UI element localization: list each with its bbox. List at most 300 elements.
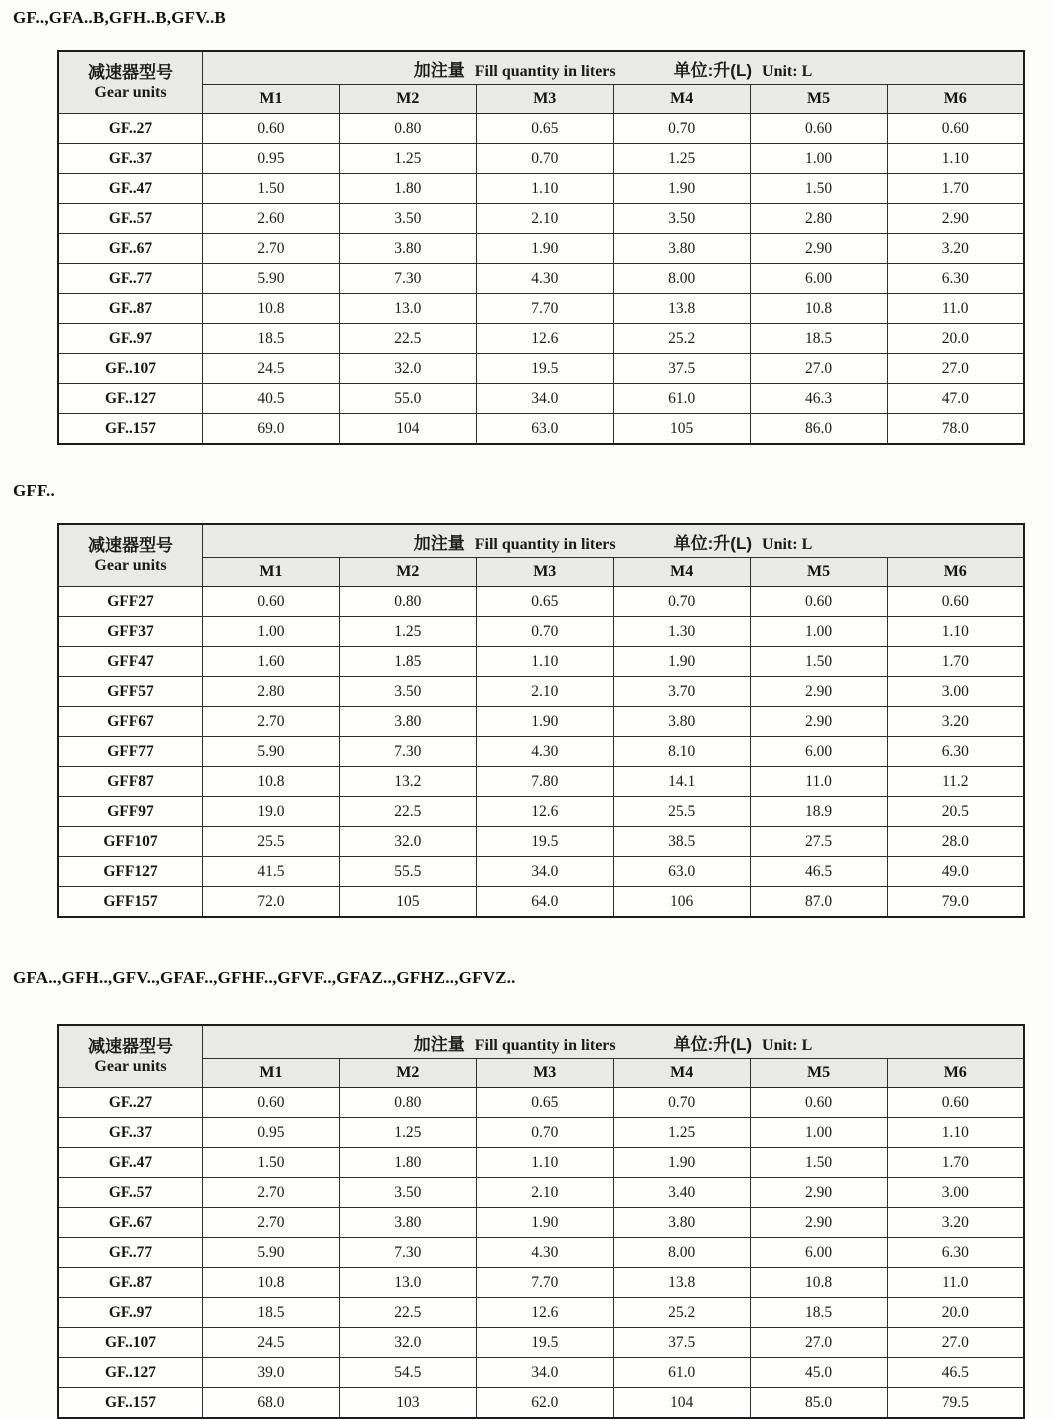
fill-value-cell: 25.2 <box>613 1298 750 1328</box>
table-row <box>58 1388 1024 1419</box>
fill-value-cell: 3.80 <box>613 234 750 264</box>
fill-quantity-label-cn: 加注量 <box>413 533 465 553</box>
fill-quantity-label-cn: 加注量 <box>413 60 465 80</box>
fill-value-cell: 2.90 <box>750 1178 887 1208</box>
fill-value-cell: 10.8 <box>750 294 887 324</box>
fill-value-cell: 0.70 <box>613 114 750 144</box>
column-header-m4: M4 <box>613 85 750 114</box>
fill-value-cell: 3.20 <box>887 707 1024 737</box>
fill-value-cell: 20.0 <box>887 324 1024 354</box>
gear-unit-label: GF..87 <box>58 1268 203 1298</box>
fill-value-cell: 0.65 <box>476 587 613 617</box>
fill-value-cell: 3.80 <box>613 707 750 737</box>
fill-value-cell: 32.0 <box>339 827 476 857</box>
fill-value-cell: 6.30 <box>887 737 1024 767</box>
fill-quantity-header-cell <box>203 1025 1025 1059</box>
fill-value-cell: 1.70 <box>887 174 1024 204</box>
fill-value-cell: 7.80 <box>476 767 613 797</box>
gear-unit-label: GFF57 <box>58 677 203 707</box>
fill-value-cell: 47.0 <box>887 384 1024 414</box>
gear-unit-label: GF..67 <box>58 234 203 264</box>
gear-unit-label: GFF67 <box>58 707 203 737</box>
fill-value-cell: 4.30 <box>476 737 613 767</box>
fill-value-cell: 1.90 <box>476 234 613 264</box>
gear-unit-label: GFF107 <box>58 827 203 857</box>
fill-value-cell: 0.60 <box>203 1088 340 1118</box>
fill-value-cell: 24.5 <box>203 1328 340 1358</box>
gear-unit-label: GF..97 <box>58 324 203 354</box>
column-header-m4: M4 <box>613 1059 750 1088</box>
gear-unit-label: GF..67 <box>58 1208 203 1238</box>
fill-value-cell: 55.5 <box>339 857 476 887</box>
fill-value-cell: 4.30 <box>476 1238 613 1268</box>
fill-value-cell: 1.25 <box>613 1118 750 1148</box>
table-row <box>58 294 1024 324</box>
fill-value-cell: 13.0 <box>339 294 476 324</box>
fill-value-cell: 6.00 <box>750 264 887 294</box>
gear-unit-label: GFF87 <box>58 767 203 797</box>
table-header <box>58 51 1024 114</box>
gear-unit-label: GF..57 <box>58 204 203 234</box>
table-body <box>58 587 1024 918</box>
fill-value-cell: 0.95 <box>203 144 340 174</box>
fill-value-cell: 3.00 <box>887 1178 1024 1208</box>
gear-table-section <box>0 445 1054 918</box>
gear-unit-label: GFF27 <box>58 587 203 617</box>
fill-quantity-header-text <box>203 1030 1023 1055</box>
fill-quantity-header-text <box>203 56 1023 81</box>
fill-value-cell: 1.60 <box>203 647 340 677</box>
gear-unit-label: GFF157 <box>58 887 203 918</box>
fill-value-cell: 2.10 <box>476 204 613 234</box>
fill-value-cell: 79.5 <box>887 1388 1024 1419</box>
unit-label-en: Unit: L <box>762 535 813 553</box>
unit-label-en: Unit: L <box>762 62 813 80</box>
fill-value-cell: 1.80 <box>339 174 476 204</box>
column-header-m1: M1 <box>203 1059 340 1088</box>
fill-value-cell: 1.25 <box>339 617 476 647</box>
fill-value-cell: 2.90 <box>887 204 1024 234</box>
fill-quantity-label-en: Fill quantity in liters <box>474 1036 616 1054</box>
gear-unit-label: GF..107 <box>58 1328 203 1358</box>
fill-value-cell: 8.00 <box>613 1238 750 1268</box>
fill-value-cell: 37.5 <box>613 1328 750 1358</box>
gear-unit-label: GF..37 <box>58 144 203 174</box>
fill-value-cell: 7.70 <box>476 294 613 324</box>
table-row <box>58 1178 1024 1208</box>
fill-value-cell: 2.10 <box>476 1178 613 1208</box>
column-header-m6: M6 <box>887 1059 1024 1088</box>
table-body <box>58 114 1024 445</box>
table-row <box>58 414 1024 445</box>
fill-value-cell: 105 <box>339 887 476 918</box>
fill-value-cell: 0.60 <box>750 114 887 144</box>
fill-value-cell: 0.60 <box>750 1088 887 1118</box>
fill-value-cell: 3.70 <box>613 677 750 707</box>
fill-value-cell: 13.8 <box>613 1268 750 1298</box>
header-row-top <box>58 51 1024 85</box>
gear-unit-label: GF..157 <box>58 1388 203 1419</box>
fill-value-cell: 1.10 <box>476 1148 613 1178</box>
fill-value-cell: 0.95 <box>203 1118 340 1148</box>
fill-value-cell: 25.2 <box>613 324 750 354</box>
fill-value-cell: 0.70 <box>613 1088 750 1118</box>
fill-value-cell: 2.10 <box>476 677 613 707</box>
fill-value-cell: 25.5 <box>203 827 340 857</box>
fill-value-cell: 55.0 <box>339 384 476 414</box>
fill-value-cell: 18.5 <box>750 1298 887 1328</box>
fill-value-cell: 1.00 <box>750 617 887 647</box>
fill-value-cell: 0.70 <box>476 144 613 174</box>
table-row <box>58 857 1024 887</box>
fill-value-cell: 61.0 <box>613 1358 750 1388</box>
table-row <box>58 1268 1024 1298</box>
gear-unit-label: GFF37 <box>58 617 203 647</box>
fill-value-cell: 0.60 <box>203 587 340 617</box>
fill-value-cell: 2.90 <box>750 677 887 707</box>
fill-value-cell: 18.9 <box>750 797 887 827</box>
fill-value-cell: 39.0 <box>203 1358 340 1388</box>
fill-value-cell: 27.0 <box>750 1328 887 1358</box>
gear-unit-label: GFF77 <box>58 737 203 767</box>
fill-value-cell: 27.5 <box>750 827 887 857</box>
fill-value-cell: 22.5 <box>339 1298 476 1328</box>
fill-value-cell: 0.60 <box>203 114 340 144</box>
fill-value-cell: 1.10 <box>476 174 613 204</box>
fill-value-cell: 1.10 <box>476 647 613 677</box>
fill-value-cell: 1.50 <box>750 1148 887 1178</box>
fill-value-cell: 0.70 <box>476 617 613 647</box>
fill-value-cell: 1.10 <box>887 1118 1024 1148</box>
fill-value-cell: 2.90 <box>750 234 887 264</box>
unit-label-cn: 单位:升(L) <box>673 1034 753 1054</box>
fill-value-cell: 18.5 <box>203 324 340 354</box>
fill-value-cell: 11.0 <box>887 1268 1024 1298</box>
fill-value-cell: 103 <box>339 1388 476 1419</box>
fill-value-cell: 8.00 <box>613 264 750 294</box>
gear-units-label-cn: 减速器型号 <box>88 1036 173 1056</box>
fill-value-cell: 1.00 <box>750 144 887 174</box>
fill-value-cell: 34.0 <box>476 1358 613 1388</box>
gear-unit-label: GFF47 <box>58 647 203 677</box>
fill-value-cell: 2.90 <box>750 707 887 737</box>
table-row <box>58 174 1024 204</box>
gear-units-label-cn: 减速器型号 <box>88 535 173 555</box>
fill-value-cell: 1.85 <box>339 647 476 677</box>
fill-value-cell: 54.5 <box>339 1358 476 1388</box>
fill-value-cell: 12.6 <box>476 324 613 354</box>
fill-value-cell: 0.80 <box>339 1088 476 1118</box>
fill-value-cell: 105 <box>613 414 750 445</box>
fill-value-cell: 1.50 <box>203 1148 340 1178</box>
fill-value-cell: 62.0 <box>476 1388 613 1419</box>
column-header-m5: M5 <box>750 558 887 587</box>
fill-value-cell: 0.70 <box>613 587 750 617</box>
fill-value-cell: 27.0 <box>887 354 1024 384</box>
fill-value-cell: 41.5 <box>203 857 340 887</box>
fill-value-cell: 46.5 <box>750 857 887 887</box>
fill-value-cell: 1.50 <box>750 174 887 204</box>
fill-value-cell: 0.60 <box>750 587 887 617</box>
fill-value-cell: 3.40 <box>613 1178 750 1208</box>
fill-value-cell: 1.90 <box>613 1148 750 1178</box>
fill-value-cell: 45.0 <box>750 1358 887 1388</box>
fill-value-cell: 1.25 <box>339 1118 476 1148</box>
header-row-top <box>58 524 1024 558</box>
column-header-m3: M3 <box>476 1059 613 1088</box>
fill-value-cell: 2.60 <box>203 204 340 234</box>
fill-value-cell: 1.90 <box>613 174 750 204</box>
fill-value-cell: 32.0 <box>339 1328 476 1358</box>
table-row <box>58 737 1024 767</box>
fill-value-cell: 34.0 <box>476 857 613 887</box>
fill-value-cell: 7.30 <box>339 737 476 767</box>
fill-value-cell: 3.80 <box>613 1208 750 1238</box>
fill-value-cell: 3.50 <box>613 204 750 234</box>
fill-value-cell: 3.80 <box>339 234 476 264</box>
fill-value-cell: 0.65 <box>476 1088 613 1118</box>
header-row-top <box>58 1025 1024 1059</box>
fill-quantity-table <box>57 523 1025 918</box>
fill-value-cell: 20.5 <box>887 797 1024 827</box>
fill-value-cell: 3.50 <box>339 204 476 234</box>
fill-value-cell: 6.30 <box>887 1238 1024 1268</box>
gear-units-label-en: Gear units <box>94 1058 167 1076</box>
fill-value-cell: 3.20 <box>887 1208 1024 1238</box>
fill-value-cell: 0.65 <box>476 114 613 144</box>
fill-value-cell: 38.5 <box>613 827 750 857</box>
fill-value-cell: 1.70 <box>887 647 1024 677</box>
fill-quantity-header-cell <box>203 524 1025 558</box>
table-row <box>58 707 1024 737</box>
fill-value-cell: 0.70 <box>476 1118 613 1148</box>
fill-value-cell: 12.6 <box>476 797 613 827</box>
section-heading: GF..,GFA..B,GFH..B,GFV..B <box>13 8 226 27</box>
table-row <box>58 204 1024 234</box>
header-row-columns <box>58 85 1024 114</box>
fill-value-cell: 2.70 <box>203 707 340 737</box>
fill-quantity-table <box>57 1024 1025 1419</box>
table-row <box>58 324 1024 354</box>
table-row <box>58 114 1024 144</box>
fill-value-cell: 46.3 <box>750 384 887 414</box>
table-row <box>58 887 1024 918</box>
column-header-m5: M5 <box>750 85 887 114</box>
fill-value-cell: 5.90 <box>203 264 340 294</box>
fill-value-cell: 104 <box>339 414 476 445</box>
fill-value-cell: 6.30 <box>887 264 1024 294</box>
gear-unit-label: GFF97 <box>58 797 203 827</box>
table-row <box>58 1088 1024 1118</box>
gear-unit-label: GF..87 <box>58 294 203 324</box>
fill-value-cell: 2.80 <box>203 677 340 707</box>
gear-unit-label: GF..107 <box>58 354 203 384</box>
table-row <box>58 264 1024 294</box>
table-row <box>58 767 1024 797</box>
table-row <box>58 1358 1024 1388</box>
fill-quantity-label-en: Fill quantity in liters <box>474 535 616 553</box>
fill-quantity-label-cn: 加注量 <box>413 1034 465 1054</box>
column-header-m3: M3 <box>476 558 613 587</box>
table-row <box>58 1298 1024 1328</box>
fill-value-cell: 69.0 <box>203 414 340 445</box>
fill-value-cell: 7.70 <box>476 1268 613 1298</box>
fill-value-cell: 10.8 <box>750 1268 887 1298</box>
fill-value-cell: 22.5 <box>339 797 476 827</box>
table-row <box>58 384 1024 414</box>
gear-unit-label: GF..97 <box>58 1298 203 1328</box>
section-heading: GFA..,GFH..,GFV..,GFAF..,GFHF..,GFVF..,GFAZ..,GFHZ..,GFVZ.. <box>13 968 516 987</box>
gear-table-section <box>0 0 1054 445</box>
fill-value-cell: 1.80 <box>339 1148 476 1178</box>
gear-unit-label: GF..77 <box>58 264 203 294</box>
gear-units-label-en: Gear units <box>94 557 167 575</box>
table-row <box>58 144 1024 174</box>
unit-label-en: Unit: L <box>762 1036 813 1054</box>
fill-value-cell: 3.50 <box>339 1178 476 1208</box>
gear-unit-label: GF..157 <box>58 414 203 445</box>
column-header-m1: M1 <box>203 85 340 114</box>
fill-quantity-header-text <box>203 529 1023 554</box>
table-header <box>58 1025 1024 1088</box>
fill-value-cell: 3.50 <box>339 677 476 707</box>
fill-value-cell: 3.20 <box>887 234 1024 264</box>
table-row <box>58 354 1024 384</box>
fill-value-cell: 72.0 <box>203 887 340 918</box>
fill-value-cell: 34.0 <box>476 384 613 414</box>
fill-value-cell: 63.0 <box>476 414 613 445</box>
table-row <box>58 1148 1024 1178</box>
fill-value-cell: 5.90 <box>203 737 340 767</box>
fill-value-cell: 37.5 <box>613 354 750 384</box>
table-row <box>58 234 1024 264</box>
fill-value-cell: 1.30 <box>613 617 750 647</box>
fill-value-cell: 24.5 <box>203 354 340 384</box>
fill-value-cell: 11.2 <box>887 767 1024 797</box>
fill-value-cell: 22.5 <box>339 324 476 354</box>
fill-value-cell: 10.8 <box>203 767 340 797</box>
fill-value-cell: 40.5 <box>203 384 340 414</box>
fill-value-cell: 10.8 <box>203 1268 340 1298</box>
fill-value-cell: 78.0 <box>887 414 1024 445</box>
fill-value-cell: 87.0 <box>750 887 887 918</box>
fill-value-cell: 18.5 <box>750 324 887 354</box>
fill-value-cell: 5.90 <box>203 1238 340 1268</box>
gear-unit-label: GF..127 <box>58 384 203 414</box>
fill-value-cell: 19.5 <box>476 827 613 857</box>
fill-value-cell: 11.0 <box>887 294 1024 324</box>
fill-quantity-label-en: Fill quantity in liters <box>474 62 616 80</box>
fill-value-cell: 0.80 <box>339 114 476 144</box>
fill-value-cell: 63.0 <box>613 857 750 887</box>
column-header-m4: M4 <box>613 558 750 587</box>
gear-unit-label: GF..47 <box>58 1148 203 1178</box>
gear-unit-label: GF..27 <box>58 114 203 144</box>
fill-value-cell: 1.10 <box>887 617 1024 647</box>
table-row <box>58 647 1024 677</box>
fill-value-cell: 2.70 <box>203 1178 340 1208</box>
table-row <box>58 617 1024 647</box>
fill-value-cell: 3.80 <box>339 707 476 737</box>
gear-unit-label: GF..37 <box>58 1118 203 1148</box>
fill-value-cell: 1.90 <box>476 707 613 737</box>
fill-value-cell: 106 <box>613 887 750 918</box>
table-body <box>58 1088 1024 1419</box>
table-row <box>58 1238 1024 1268</box>
fill-value-cell: 79.0 <box>887 887 1024 918</box>
column-header-m5: M5 <box>750 1059 887 1088</box>
table-row <box>58 677 1024 707</box>
header-row-columns <box>58 558 1024 587</box>
gear-units-header-cell <box>58 1025 203 1088</box>
section-heading: GFF.. <box>13 481 55 500</box>
fill-value-cell: 27.0 <box>750 354 887 384</box>
fill-value-cell: 1.70 <box>887 1148 1024 1178</box>
gear-unit-label: GF..77 <box>58 1238 203 1268</box>
fill-value-cell: 12.6 <box>476 1298 613 1328</box>
fill-value-cell: 0.60 <box>887 1088 1024 1118</box>
gear-units-label-cn: 减速器型号 <box>88 62 173 82</box>
fill-value-cell: 3.80 <box>339 1208 476 1238</box>
gear-table-section <box>0 918 1054 1419</box>
table-row <box>58 587 1024 617</box>
fill-value-cell: 6.00 <box>750 737 887 767</box>
fill-value-cell: 1.50 <box>750 647 887 677</box>
fill-value-cell: 1.90 <box>476 1208 613 1238</box>
gear-unit-label: GF..47 <box>58 174 203 204</box>
fill-value-cell: 68.0 <box>203 1388 340 1419</box>
unit-label-cn: 单位:升(L) <box>673 60 753 80</box>
fill-value-cell: 1.25 <box>613 144 750 174</box>
fill-value-cell: 1.25 <box>339 144 476 174</box>
fill-value-cell: 104 <box>613 1388 750 1419</box>
fill-value-cell: 6.00 <box>750 1238 887 1268</box>
gear-units-header-cell <box>58 51 203 114</box>
column-header-m2: M2 <box>339 1059 476 1088</box>
fill-value-cell: 28.0 <box>887 827 1024 857</box>
fill-value-cell: 2.90 <box>750 1208 887 1238</box>
fill-value-cell: 13.0 <box>339 1268 476 1298</box>
fill-value-cell: 1.50 <box>203 174 340 204</box>
unit-label-cn: 单位:升(L) <box>673 533 753 553</box>
column-header-m1: M1 <box>203 558 340 587</box>
gear-units-label-en: Gear units <box>94 84 167 102</box>
fill-value-cell: 32.0 <box>339 354 476 384</box>
fill-value-cell: 7.30 <box>339 1238 476 1268</box>
fill-value-cell: 0.60 <box>887 587 1024 617</box>
column-header-m6: M6 <box>887 85 1024 114</box>
fill-quantity-table <box>57 50 1025 445</box>
fill-value-cell: 0.60 <box>887 114 1024 144</box>
fill-value-cell: 3.00 <box>887 677 1024 707</box>
fill-value-cell: 19.5 <box>476 354 613 384</box>
fill-value-cell: 85.0 <box>750 1388 887 1419</box>
column-header-m2: M2 <box>339 85 476 114</box>
table-header <box>58 524 1024 587</box>
table-row <box>58 1328 1024 1358</box>
fill-value-cell: 10.8 <box>203 294 340 324</box>
fill-value-cell: 13.8 <box>613 294 750 324</box>
fill-value-cell: 2.70 <box>203 234 340 264</box>
fill-value-cell: 0.80 <box>339 587 476 617</box>
gear-units-header-cell <box>58 524 203 587</box>
fill-value-cell: 49.0 <box>887 857 1024 887</box>
table-row <box>58 797 1024 827</box>
fill-quantity-header-cell <box>203 51 1025 85</box>
fill-value-cell: 1.10 <box>887 144 1024 174</box>
fill-value-cell: 7.30 <box>339 264 476 294</box>
column-header-m2: M2 <box>339 558 476 587</box>
